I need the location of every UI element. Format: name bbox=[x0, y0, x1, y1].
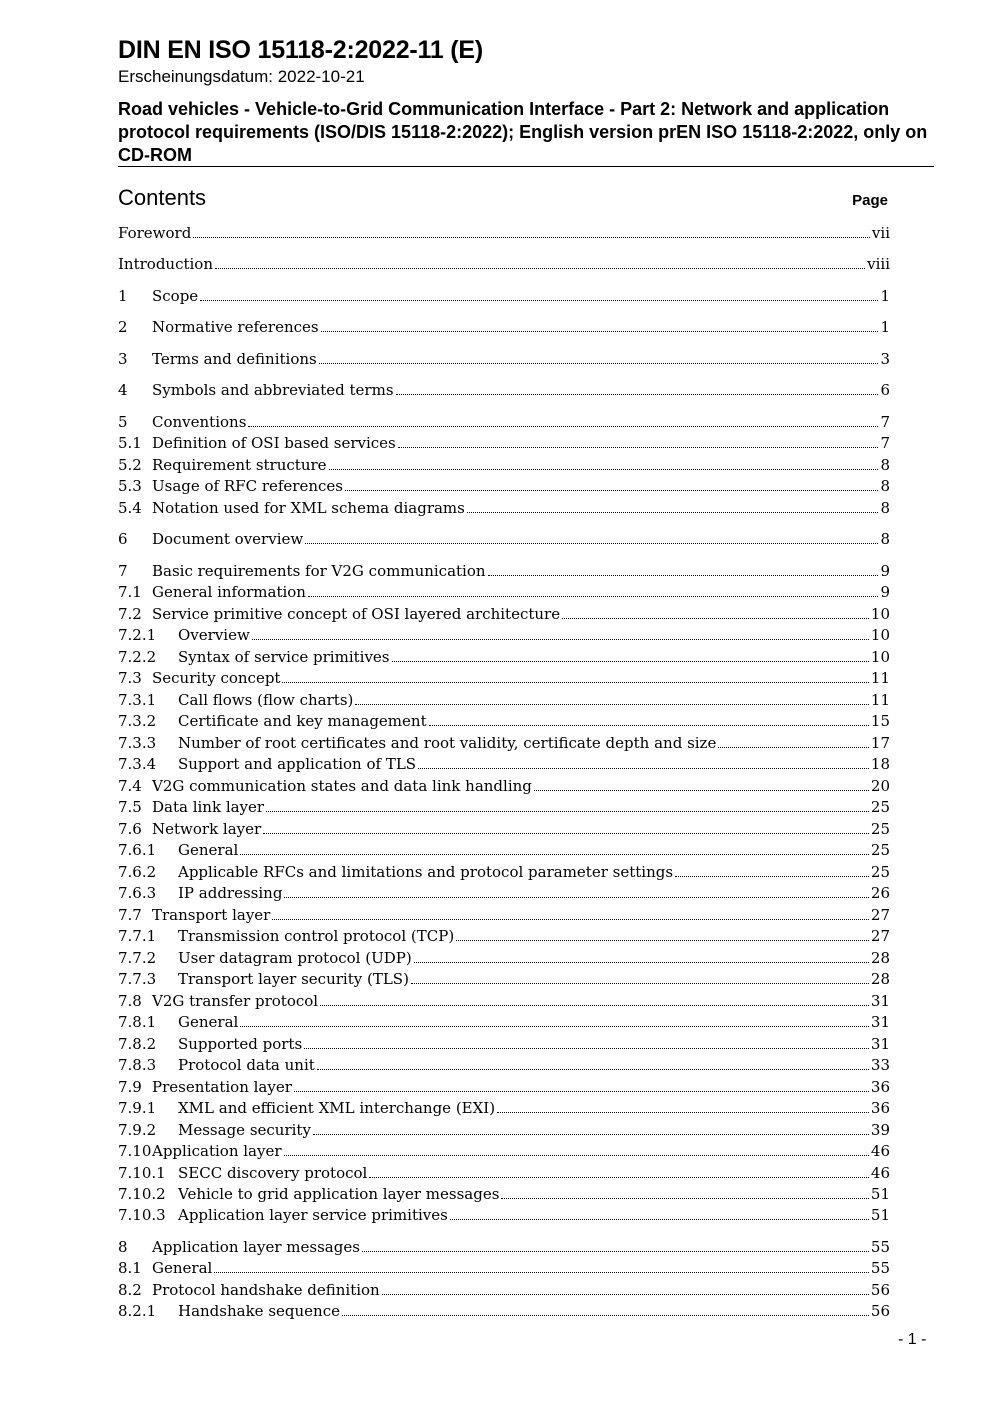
toc-entry-label: Transport layer security (TLS) bbox=[178, 970, 409, 988]
toc-entry-number: 7.8 bbox=[118, 992, 142, 1010]
toc-leader-dots bbox=[342, 1301, 869, 1316]
toc-entry-number: 7.3.3 bbox=[118, 734, 157, 752]
toc-entry-number: 5.4 bbox=[118, 499, 142, 517]
toc-leader-dots bbox=[304, 1034, 869, 1049]
toc-entry-page: 18 bbox=[870, 755, 890, 773]
toc-entry-label: Transport layer bbox=[152, 906, 271, 924]
toc-entry[interactable] bbox=[118, 1076, 890, 1098]
toc-entry-page: 1 bbox=[880, 287, 890, 305]
toc-entry-page: 8 bbox=[880, 477, 890, 495]
toc-leader-dots bbox=[200, 286, 878, 301]
toc-entry-page: 25 bbox=[870, 863, 890, 881]
toc-entry-number: 7.5 bbox=[118, 798, 142, 816]
toc-entry-label: Service primitive concept of OSI layered architecture bbox=[152, 605, 561, 623]
toc-entry-page: 55 bbox=[870, 1238, 890, 1256]
toc-entry[interactable] bbox=[118, 925, 890, 947]
toc-entry-label: Basic requirements for V2G communication bbox=[152, 562, 486, 580]
toc-entry[interactable] bbox=[118, 1300, 890, 1322]
toc-leader-dots bbox=[240, 1012, 869, 1027]
toc-entry-label: Conventions bbox=[152, 413, 247, 431]
toc-leader-dots bbox=[534, 776, 869, 791]
toc-entry[interactable] bbox=[118, 411, 890, 433]
toc-entry-label: Scope bbox=[152, 287, 199, 305]
toc-entry-page: 25 bbox=[870, 841, 890, 859]
toc-entry-page: 51 bbox=[870, 1185, 890, 1203]
toc-entry-page: 10 bbox=[870, 648, 890, 666]
toc-entry-page: 8 bbox=[880, 499, 890, 517]
toc-entry-page: 36 bbox=[870, 1099, 890, 1117]
toc-entry-label: Number of root certificates and root validity, certificate depth and size bbox=[178, 734, 717, 752]
toc-entry-page: 51 bbox=[870, 1206, 890, 1224]
toc-entry[interactable] bbox=[118, 603, 890, 625]
toc-entry-number: 7.2.2 bbox=[118, 648, 157, 666]
toc-leader-dots bbox=[313, 1120, 869, 1135]
contents-title: Contents bbox=[118, 185, 207, 210]
toc-entry-label: Presentation layer bbox=[152, 1078, 292, 1096]
toc-entry-label: User datagram protocol (UDP) bbox=[178, 949, 412, 967]
toc-entry[interactable] bbox=[118, 667, 890, 689]
toc-entry[interactable] bbox=[118, 689, 890, 711]
toc-entry-number: 7.3 bbox=[118, 669, 142, 687]
toc-leader-dots bbox=[450, 1205, 869, 1220]
toc-leader-dots bbox=[497, 1098, 869, 1113]
toc-entry-label: SECC discovery protocol bbox=[178, 1164, 368, 1182]
toc-leader-dots bbox=[252, 625, 869, 640]
toc-entry-number: 7.6.1 bbox=[118, 841, 157, 859]
toc-entry-number: 7.10.3 bbox=[118, 1206, 166, 1224]
toc-entry[interactable] bbox=[118, 432, 890, 454]
toc-entry-label: Support and application of TLS bbox=[178, 755, 417, 773]
toc-entry-number: 5.3 bbox=[118, 477, 142, 495]
toc-entry-label: Supported ports bbox=[178, 1035, 303, 1053]
toc-entry[interactable] bbox=[118, 775, 890, 797]
toc-entry[interactable] bbox=[118, 990, 890, 1012]
toc-entry-number: 7.6.3 bbox=[118, 884, 157, 902]
toc-entry-label: Protocol data unit bbox=[178, 1056, 315, 1074]
toc-leader-dots bbox=[193, 223, 870, 238]
toc-entry-label: Message security bbox=[178, 1121, 311, 1139]
toc-entry-label: Notation used for XML schema diagrams bbox=[152, 499, 465, 517]
toc-entry[interactable] bbox=[118, 1140, 890, 1162]
toc-entry[interactable] bbox=[118, 285, 890, 307]
toc-entry-label: Syntax of service primitives bbox=[178, 648, 390, 666]
contents-heading-row bbox=[118, 184, 890, 214]
toc-entry[interactable] bbox=[118, 732, 890, 754]
toc-entry[interactable] bbox=[118, 947, 890, 969]
toc-entry-number: 7 bbox=[118, 562, 128, 580]
toc-entry[interactable] bbox=[118, 454, 890, 476]
toc-entry-number: 7.7 bbox=[118, 906, 142, 924]
toc-entry-number: 8.2.1 bbox=[118, 1302, 157, 1320]
toc-entry-number: 7.7.1 bbox=[118, 927, 157, 945]
toc-entry-page: 9 bbox=[880, 583, 890, 601]
toc-entry[interactable] bbox=[118, 1162, 890, 1184]
toc-entry-page: 31 bbox=[870, 992, 890, 1010]
toc-entry[interactable] bbox=[118, 379, 890, 401]
toc-leader-dots bbox=[467, 498, 879, 513]
toc-leader-dots bbox=[214, 1258, 869, 1273]
toc-entry-number: 7.10 bbox=[118, 1142, 152, 1160]
toc-entry-label: Data link layer bbox=[152, 798, 265, 816]
toc-entry-number: 7.2 bbox=[118, 605, 142, 623]
toc-entry-label: Symbols and abbreviated terms bbox=[152, 381, 394, 399]
toc-entry-label: Application layer messages bbox=[152, 1238, 360, 1256]
toc-entry-page: 1 bbox=[880, 318, 890, 336]
toc-entry[interactable] bbox=[118, 882, 890, 904]
toc-entry[interactable] bbox=[118, 1279, 890, 1301]
toc-leader-dots bbox=[429, 711, 869, 726]
toc-entry-page: 56 bbox=[870, 1302, 890, 1320]
toc-entry-label: Transmission control protocol (TCP) bbox=[178, 927, 455, 945]
toc-entry-label: Overview bbox=[178, 626, 250, 644]
toc-entry-label: Applicable RFCs and limitations and protocol parameter settings bbox=[178, 863, 674, 881]
toc-entry-number: 7.7.3 bbox=[118, 970, 157, 988]
toc-entry-number: 7.3.4 bbox=[118, 755, 157, 773]
toc-entry-label: Foreword bbox=[118, 224, 192, 242]
toc-entry-page: 27 bbox=[870, 927, 890, 945]
toc-leader-dots bbox=[284, 1141, 869, 1156]
toc-entry-label: Vehicle to grid application layer messages bbox=[178, 1185, 500, 1203]
toc-entry-number: 7.10.2 bbox=[118, 1185, 166, 1203]
toc-entry[interactable] bbox=[118, 753, 890, 775]
toc-entry[interactable] bbox=[118, 1257, 890, 1279]
toc-leader-dots bbox=[382, 1280, 869, 1295]
toc-entry-page: 10 bbox=[870, 605, 890, 623]
toc-entry[interactable] bbox=[118, 1097, 890, 1119]
toc-entry[interactable] bbox=[118, 1011, 890, 1033]
toc-leader-dots bbox=[675, 862, 869, 877]
toc-entry-label: V2G communication states and data link handling bbox=[152, 777, 532, 795]
toc-entry-page: 26 bbox=[870, 884, 890, 902]
toc-entry[interactable] bbox=[118, 1183, 890, 1205]
toc-leader-dots bbox=[294, 1077, 869, 1092]
toc-leader-dots bbox=[308, 582, 878, 597]
toc-entry[interactable] bbox=[118, 624, 890, 646]
toc-entry-number: 3 bbox=[118, 350, 128, 368]
toc-entry-number: 7.9 bbox=[118, 1078, 142, 1096]
toc-entry-number: 7.3.2 bbox=[118, 712, 157, 730]
toc-entry-page: 31 bbox=[870, 1035, 890, 1053]
toc-leader-dots bbox=[305, 529, 878, 544]
toc-leader-dots bbox=[266, 797, 869, 812]
toc-leader-dots bbox=[345, 476, 878, 491]
toc-entry[interactable] bbox=[118, 253, 890, 275]
toc-entry[interactable] bbox=[118, 968, 890, 990]
toc-entry-page: 10 bbox=[870, 626, 890, 644]
toc-entry-page: 7 bbox=[880, 413, 890, 431]
toc-leader-dots bbox=[456, 926, 869, 941]
toc-entry-page: 28 bbox=[870, 970, 890, 988]
toc-entry-page: 11 bbox=[870, 669, 890, 687]
document-title: DIN EN ISO 15118-2:2022-11 (E) bbox=[118, 36, 484, 64]
toc-entry-page: 3 bbox=[880, 350, 890, 368]
toc-entry-page: vii bbox=[871, 224, 890, 242]
toc-entry[interactable] bbox=[118, 839, 890, 861]
toc-leader-dots bbox=[240, 840, 869, 855]
toc-leader-dots bbox=[272, 905, 869, 920]
toc-leader-dots bbox=[418, 754, 869, 769]
document-header bbox=[118, 34, 934, 167]
toc-leader-dots bbox=[369, 1163, 869, 1178]
toc-entry[interactable] bbox=[118, 1119, 890, 1141]
toc-leader-dots bbox=[317, 1055, 869, 1070]
toc-entry[interactable] bbox=[118, 1054, 890, 1076]
toc-entry-number: 1 bbox=[118, 287, 128, 305]
toc-leader-dots bbox=[718, 733, 869, 748]
toc-entry-page: 8 bbox=[880, 530, 890, 548]
publication-date: Erscheinungsdatum: 2022-10-21 bbox=[118, 67, 365, 86]
toc-entry-page: 25 bbox=[870, 798, 890, 816]
toc-leader-dots bbox=[562, 604, 869, 619]
toc-entry-page: 46 bbox=[870, 1142, 890, 1160]
toc-entry-page: 20 bbox=[870, 777, 890, 795]
toc-entry-number: 7.6.2 bbox=[118, 863, 157, 881]
toc-entry-label: Usage of RFC references bbox=[152, 477, 343, 495]
toc-leader-dots bbox=[411, 969, 869, 984]
toc-leader-dots bbox=[263, 819, 869, 834]
toc-entry-label: Application layer service primitives bbox=[178, 1206, 448, 1224]
toc-entry-page: 56 bbox=[870, 1281, 890, 1299]
toc-entry-number: 5.1 bbox=[118, 434, 142, 452]
toc-leader-dots bbox=[319, 349, 879, 364]
toc-entry-page: 28 bbox=[870, 949, 890, 967]
toc-entry-page: 15 bbox=[870, 712, 890, 730]
toc-entry[interactable] bbox=[118, 904, 890, 926]
toc-entry-label: Security concept bbox=[152, 669, 281, 687]
toc-entry-label: Protocol handshake definition bbox=[152, 1281, 380, 1299]
toc-leader-dots bbox=[501, 1184, 868, 1199]
toc-entry-page: viii bbox=[867, 255, 890, 273]
toc-entry-number: 7.10.1 bbox=[118, 1164, 166, 1182]
toc-entry-number: 7.6 bbox=[118, 820, 142, 838]
toc-entry-page: 36 bbox=[870, 1078, 890, 1096]
toc-entry-label: Normative references bbox=[152, 318, 319, 336]
toc-entry-label: General bbox=[178, 1013, 239, 1031]
toc-entry[interactable] bbox=[118, 475, 890, 497]
toc-entry[interactable] bbox=[118, 710, 890, 732]
toc-leader-dots bbox=[321, 317, 879, 332]
toc-entry-page: 25 bbox=[870, 820, 890, 838]
toc-entry-label: V2G transfer protocol bbox=[152, 992, 319, 1010]
toc-entry-page: 9 bbox=[880, 562, 890, 580]
toc-entry[interactable] bbox=[118, 581, 890, 603]
toc-leader-dots bbox=[355, 690, 869, 705]
toc-entry[interactable] bbox=[118, 497, 890, 519]
toc-entry-page: 8 bbox=[880, 456, 890, 474]
toc-entry[interactable] bbox=[118, 1204, 890, 1226]
toc-entry-number: 2 bbox=[118, 318, 128, 336]
document-subtitle: Road vehicles - Vehicle-to-Grid Communication Interface - Part 2: Network and application protocol requirements (ISO/DIS 15118-2:2022); English version prEN ISO 15118-2:2022, only on CD-ROM bbox=[118, 99, 928, 165]
toc-leader-dots bbox=[329, 455, 879, 470]
toc-entry-page: 55 bbox=[870, 1259, 890, 1277]
toc-entry-number: 7.2.1 bbox=[118, 626, 157, 644]
toc-entry-page: 7 bbox=[880, 434, 890, 452]
toc-entry-label: Handshake sequence bbox=[178, 1302, 340, 1320]
toc-entry-label: Certificate and key management bbox=[178, 712, 427, 730]
toc-entry[interactable] bbox=[118, 796, 890, 818]
toc-entry[interactable] bbox=[118, 861, 890, 883]
toc-entry-label: General information bbox=[152, 583, 306, 601]
toc-entry-number: 7.3.1 bbox=[118, 691, 157, 709]
toc-entry[interactable] bbox=[118, 646, 890, 668]
toc-entry-number: 5.2 bbox=[118, 456, 142, 474]
toc-entry-label: Terms and definitions bbox=[152, 350, 317, 368]
toc-entry-number: 7.9.2 bbox=[118, 1121, 157, 1139]
toc-entry-label: Introduction bbox=[118, 255, 213, 273]
toc-entry-page: 17 bbox=[870, 734, 890, 752]
toc-entry-number: 7.8.2 bbox=[118, 1035, 157, 1053]
toc-leader-dots bbox=[398, 433, 879, 448]
toc-entry-label: General bbox=[178, 841, 239, 859]
toc-entry-page: 39 bbox=[870, 1121, 890, 1139]
toc-entry-label: Definition of OSI based services bbox=[152, 434, 396, 452]
toc-entry[interactable] bbox=[118, 528, 890, 550]
toc-entry-number: 7.4 bbox=[118, 777, 142, 795]
toc-entry-page: 11 bbox=[870, 691, 890, 709]
toc-entry-label: XML and efficient XML interchange (EXI) bbox=[178, 1099, 496, 1117]
toc-entry[interactable] bbox=[118, 1033, 890, 1055]
toc-entry-number: 4 bbox=[118, 381, 128, 399]
toc-entry-number: 7.8.3 bbox=[118, 1056, 157, 1074]
toc-entry-label: IP addressing bbox=[178, 884, 283, 902]
page-column-label: Page bbox=[852, 192, 888, 209]
toc-entry-number: 7.8.1 bbox=[118, 1013, 157, 1031]
toc-leader-dots bbox=[392, 647, 869, 662]
toc-entry-label: Application layer bbox=[152, 1142, 282, 1160]
toc-entry-page: 46 bbox=[870, 1164, 890, 1182]
toc-entry-number: 8.1 bbox=[118, 1259, 142, 1277]
toc-entry[interactable] bbox=[118, 1236, 890, 1258]
toc-entry-label: Document overview bbox=[152, 530, 304, 548]
header-divider bbox=[118, 166, 934, 167]
toc-entry[interactable] bbox=[118, 348, 890, 370]
toc-entry-label: Network layer bbox=[152, 820, 262, 838]
toc-leader-dots bbox=[362, 1237, 869, 1252]
toc-entry-number: 7.7.2 bbox=[118, 949, 157, 967]
toc-entry-label: Requirement structure bbox=[152, 456, 327, 474]
toc-entry[interactable] bbox=[118, 316, 890, 338]
toc-entry-number: 8.2 bbox=[118, 1281, 142, 1299]
toc-entry[interactable] bbox=[118, 222, 890, 244]
toc-entry-page: 27 bbox=[870, 906, 890, 924]
toc-entry[interactable] bbox=[118, 560, 890, 582]
toc-entry-number: 5 bbox=[118, 413, 128, 431]
toc-leader-dots bbox=[215, 254, 865, 269]
toc-entry-number: 7.9.1 bbox=[118, 1099, 157, 1117]
toc-entry-page: 31 bbox=[870, 1013, 890, 1031]
toc-leader-dots bbox=[282, 668, 868, 683]
toc-entry[interactable] bbox=[118, 818, 890, 840]
toc-leader-dots bbox=[248, 412, 878, 427]
toc-entry-number: 8 bbox=[118, 1238, 128, 1256]
toc-entry-page: 6 bbox=[880, 381, 890, 399]
toc-entry-page: 33 bbox=[870, 1056, 890, 1074]
toc-leader-dots bbox=[320, 991, 869, 1006]
toc-entry-number: 7.1 bbox=[118, 583, 142, 601]
page-number: - 1 - bbox=[898, 1331, 927, 1348]
toc-entry-number: 6 bbox=[118, 530, 128, 548]
toc-entry-label: Call flows (flow charts) bbox=[178, 691, 354, 709]
toc-leader-dots bbox=[488, 561, 879, 576]
toc-leader-dots bbox=[396, 380, 879, 395]
toc-leader-dots bbox=[414, 948, 869, 963]
toc-leader-dots bbox=[284, 883, 868, 898]
toc-entry-label: General bbox=[152, 1259, 213, 1277]
